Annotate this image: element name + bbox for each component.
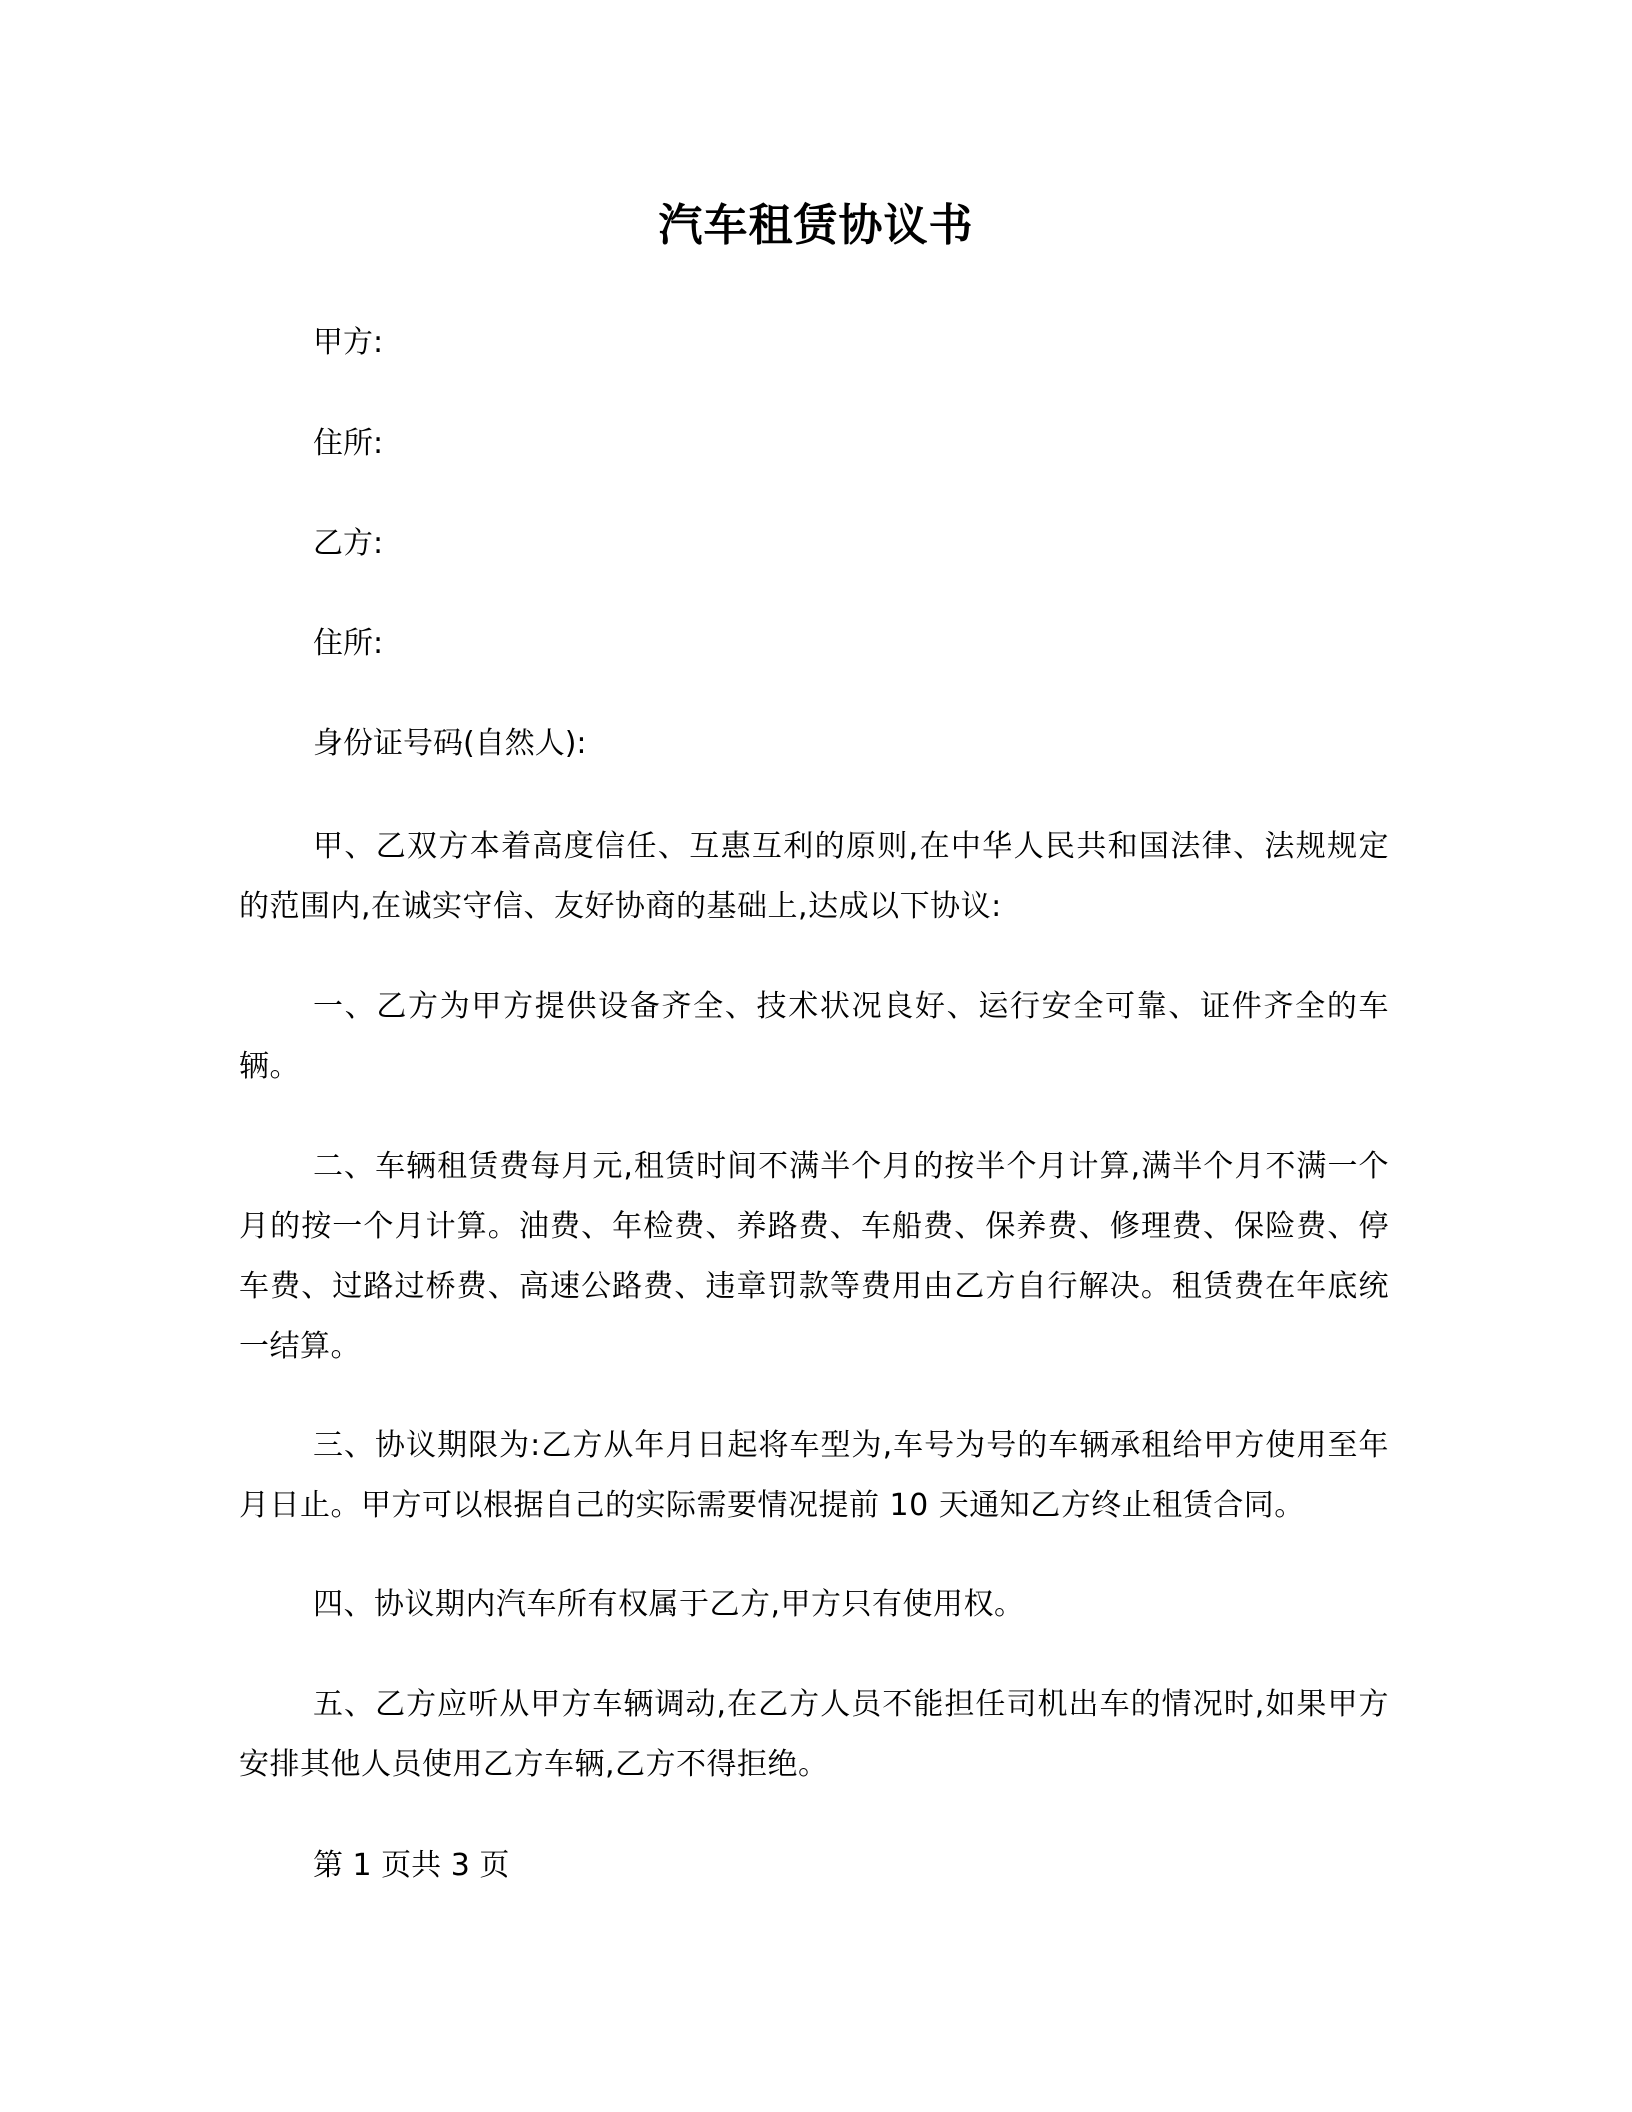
party-a-address-field: 住所: bbox=[313, 426, 384, 461]
intro-paragraph: 甲、乙双方本着高度信任、互惠互利的原则,在中华人民共和国法律、法规规定的范围内,在诚实守信、友好协商的基础上,达成以下协议: bbox=[239, 829, 1389, 924]
clause-4-paragraph: 四、协议期内汽车所有权属于乙方,甲方只有使用权。 bbox=[313, 1587, 1025, 1622]
clause-2-paragraph: 二、车辆租赁费每月元,租赁时间不满半个月的按半个月计算,满半个月不满一个月的按一个月计算。油费、年检费、养路费、车船费、保养费、修理费、保险费、停车费、过路过桥费、高速公路费、违章罚款等费用由乙方自行解决。租赁费在年底统一结算。 bbox=[239, 1149, 1389, 1364]
document-title: 汽车租赁协议书 bbox=[658, 200, 974, 251]
clause-1-paragraph: 一、乙方为甲方提供设备齐全、技术状况良好、运行安全可靠、证件齐全的车辆。 bbox=[239, 989, 1389, 1084]
party-b-address-field: 住所: bbox=[313, 626, 384, 661]
clause-3-paragraph: 三、协议期限为:乙方从年月日起将车型为,车号为号的车辆承租给甲方使用至年月日止。甲方可以根据自己的实际需要情况提前 10 天通知乙方终止租赁合同。 bbox=[239, 1428, 1389, 1523]
page-number-footer: 第 1 页共 3 页 bbox=[313, 1848, 510, 1883]
id-number-field: 身份证号码(自然人): bbox=[313, 726, 587, 761]
party-b-field: 乙方: bbox=[313, 526, 384, 561]
clause-5-paragraph: 五、乙方应听从甲方车辆调动,在乙方人员不能担任司机出车的情况时,如果甲方安排其他人员使用乙方车辆,乙方不得拒绝。 bbox=[239, 1687, 1389, 1782]
party-a-field: 甲方: bbox=[313, 325, 384, 360]
